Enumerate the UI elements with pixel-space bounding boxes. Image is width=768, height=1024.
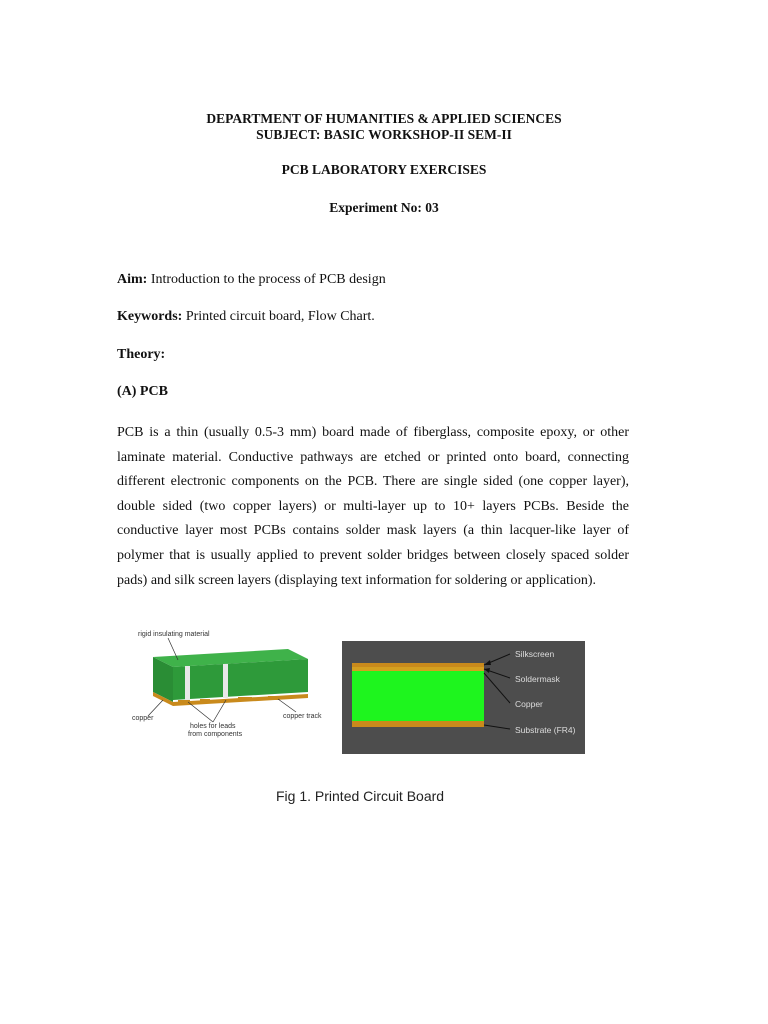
figure-caption: Fig 1. Printed Circuit Board (276, 788, 445, 804)
pcb-paragraph: PCB is a thin (usually 0.5-3 mm) board made of fiberglass, composite epoxy, or other laminate material. Conductive pathways are etched or printed onto board, connecting different electronic components on the PCB. There are single sided (one copper layer), double sided (two copper layers) or multi-layer up to 10+ layers PCBs. Beside the conductive layer most PCBs contains solder mask layers (a thin lacquer-like layer of polymer that is usually applied to prevent solder bridges between closely spaced solder pads) and silk screen layers (displaying text information for soldering or application). (117, 425, 629, 588)
substrate-layer (352, 671, 484, 721)
exercises-title: PCB LABORATORY EXERCISES (281, 162, 487, 177)
experiment-number: Experiment No: 03 (329, 200, 439, 215)
aim-label: Aim: (117, 272, 148, 287)
keywords-label: Keywords: (117, 309, 183, 324)
label-silkscreen: Silkscreen (515, 649, 555, 659)
keywords-line (117, 309, 375, 325)
silkscreen-layer (352, 663, 484, 667)
copper-layer-bottom (352, 721, 484, 727)
label-copper-track: copper track (283, 713, 322, 720)
label-holes-1: holes for leads (190, 723, 236, 730)
subject-heading: SUBJECT: BASIC WORKSHOP-II SEM-II (256, 127, 512, 142)
hole-slot-1 (185, 666, 190, 700)
label-soldermask: Soldermask (515, 674, 560, 684)
hole-slot-2 (223, 664, 228, 698)
department-heading: DEPARTMENT OF HUMANITIES & APPLIED SCIENCES (206, 111, 562, 126)
label-rigid-insulating: rigid insulating material (138, 631, 210, 638)
label-holes-2: from components (188, 731, 243, 738)
label-copper-right: Copper (515, 699, 543, 709)
pcb-3d-figure (128, 624, 328, 744)
soldermask-layer (352, 667, 484, 671)
theory-heading: Theory: (117, 347, 166, 362)
section-a-heading: (A) PCB (117, 384, 168, 399)
label-substrate: Substrate (FR4) (515, 725, 576, 735)
aim-text: Introduction to the process of PCB design (147, 272, 386, 287)
aim-line (117, 272, 386, 288)
pcb-layers-figure (342, 641, 585, 754)
keywords-text: Printed circuit board, Flow Chart. (182, 309, 375, 324)
label-copper-left: copper (132, 715, 154, 722)
